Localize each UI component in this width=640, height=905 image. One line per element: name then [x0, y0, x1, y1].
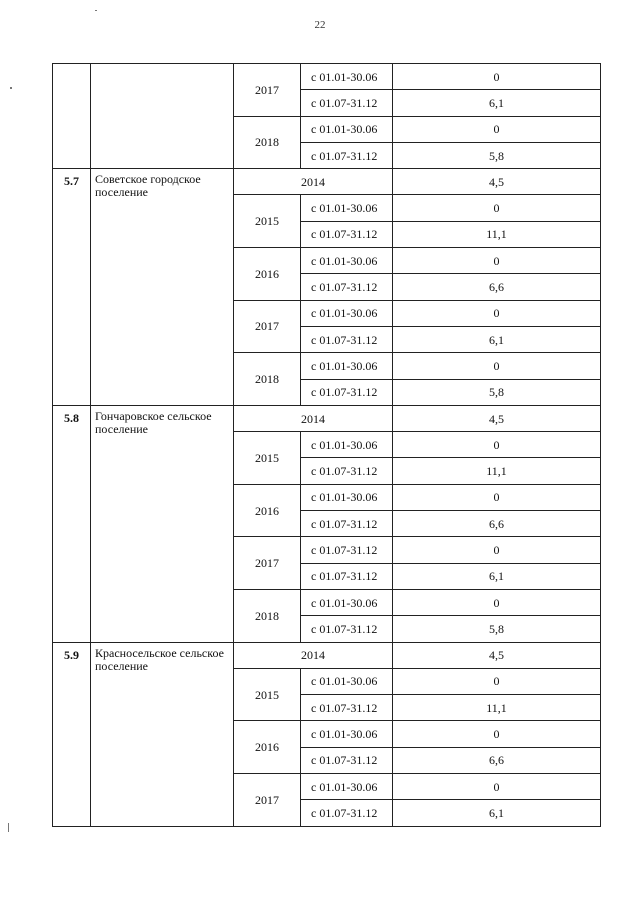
- period-cell: с 01.07-31.12: [301, 537, 393, 563]
- year-cell: 2014: [234, 642, 393, 668]
- value-cell: 6,1: [393, 563, 601, 589]
- table-row: [53, 405, 601, 431]
- year-cell: 2014: [234, 405, 393, 431]
- year-cell: 2015: [234, 668, 301, 721]
- year-cell: 2015: [234, 432, 301, 485]
- value-cell: 11,1: [393, 458, 601, 484]
- period-cell: с 01.01-30.06: [301, 774, 393, 800]
- period-cell: с 01.07-31.12: [301, 221, 393, 247]
- tariff-table-body: [53, 64, 601, 827]
- value-cell: 6,6: [393, 511, 601, 537]
- table-row: [53, 169, 601, 195]
- period-cell: с 01.07-31.12: [301, 90, 393, 116]
- period-cell: с 01.01-30.06: [301, 353, 393, 379]
- period-cell: с 01.01-30.06: [301, 668, 393, 694]
- value-cell: 4,5: [393, 642, 601, 668]
- year-cell: 2018: [234, 353, 301, 406]
- period-cell: с 01.07-31.12: [301, 458, 393, 484]
- year-cell: 2017: [234, 300, 301, 353]
- period-cell: с 01.01-30.06: [301, 589, 393, 615]
- value-cell: 0: [393, 668, 601, 694]
- period-cell: с 01.07-31.12: [301, 511, 393, 537]
- table-row: [53, 642, 601, 668]
- value-cell: 5,8: [393, 379, 601, 405]
- year-cell: 2014: [234, 169, 393, 195]
- value-cell: 0: [393, 195, 601, 221]
- value-cell: 0: [393, 484, 601, 510]
- value-cell: 6,6: [393, 274, 601, 300]
- section-number: 5.9: [53, 642, 91, 826]
- year-cell: 2018: [234, 589, 301, 642]
- value-cell: 11,1: [393, 221, 601, 247]
- value-cell: 4,5: [393, 405, 601, 431]
- value-cell: 0: [393, 774, 601, 800]
- value-cell: 6,6: [393, 747, 601, 773]
- period-cell: с 01.07-31.12: [301, 800, 393, 826]
- value-cell: 4,5: [393, 169, 601, 195]
- value-cell: 11,1: [393, 695, 601, 721]
- scan-speck: [8, 823, 9, 832]
- year-cell: 2017: [234, 537, 301, 590]
- value-cell: 0: [393, 721, 601, 747]
- period-cell: с 01.07-31.12: [301, 142, 393, 168]
- year-cell: 2018: [234, 116, 301, 169]
- period-cell: с 01.07-31.12: [301, 695, 393, 721]
- section-number: [53, 64, 91, 169]
- period-cell: с 01.01-30.06: [301, 721, 393, 747]
- period-cell: с 01.01-30.06: [301, 432, 393, 458]
- value-cell: 6,1: [393, 800, 601, 826]
- period-cell: с 01.01-30.06: [301, 484, 393, 510]
- period-cell: с 01.01-30.06: [301, 195, 393, 221]
- period-cell: с 01.07-31.12: [301, 274, 393, 300]
- period-cell: с 01.01-30.06: [301, 248, 393, 274]
- period-cell: с 01.07-31.12: [301, 747, 393, 773]
- settlement-name: [91, 64, 234, 169]
- period-cell: с 01.07-31.12: [301, 326, 393, 352]
- value-cell: 5,8: [393, 616, 601, 642]
- value-cell: 0: [393, 589, 601, 615]
- value-cell: 0: [393, 537, 601, 563]
- value-cell: 5,8: [393, 142, 601, 168]
- value-cell: 0: [393, 300, 601, 326]
- table-row: [53, 64, 601, 90]
- value-cell: 0: [393, 248, 601, 274]
- year-cell: 2017: [234, 64, 301, 117]
- value-cell: 0: [393, 432, 601, 458]
- page-number: 22: [314, 19, 326, 31]
- period-cell: с 01.07-31.12: [301, 563, 393, 589]
- year-cell: 2015: [234, 195, 301, 248]
- year-cell: 2016: [234, 721, 301, 774]
- period-cell: с 01.01-30.06: [301, 64, 393, 90]
- value-cell: 6,1: [393, 326, 601, 352]
- period-cell: с 01.01-30.06: [301, 300, 393, 326]
- scan-speck: [10, 87, 12, 89]
- section-number: 5.8: [53, 405, 91, 642]
- value-cell: 0: [393, 353, 601, 379]
- settlement-name: Красносельское сельское поселение: [91, 642, 234, 826]
- section-number: 5.7: [53, 169, 91, 406]
- period-cell: с 01.07-31.12: [301, 379, 393, 405]
- tariff-table: [52, 63, 601, 827]
- year-cell: 2016: [234, 484, 301, 537]
- period-cell: с 01.01-30.06: [301, 116, 393, 142]
- value-cell: 0: [393, 116, 601, 142]
- scan-speck: [95, 10, 97, 11]
- year-cell: 2017: [234, 774, 301, 827]
- value-cell: 0: [393, 64, 601, 90]
- settlement-name: Гончаровское сельское поселение: [91, 405, 234, 642]
- period-cell: с 01.07-31.12: [301, 616, 393, 642]
- settlement-name: Советское городское поселение: [91, 169, 234, 406]
- value-cell: 6,1: [393, 90, 601, 116]
- year-cell: 2016: [234, 248, 301, 301]
